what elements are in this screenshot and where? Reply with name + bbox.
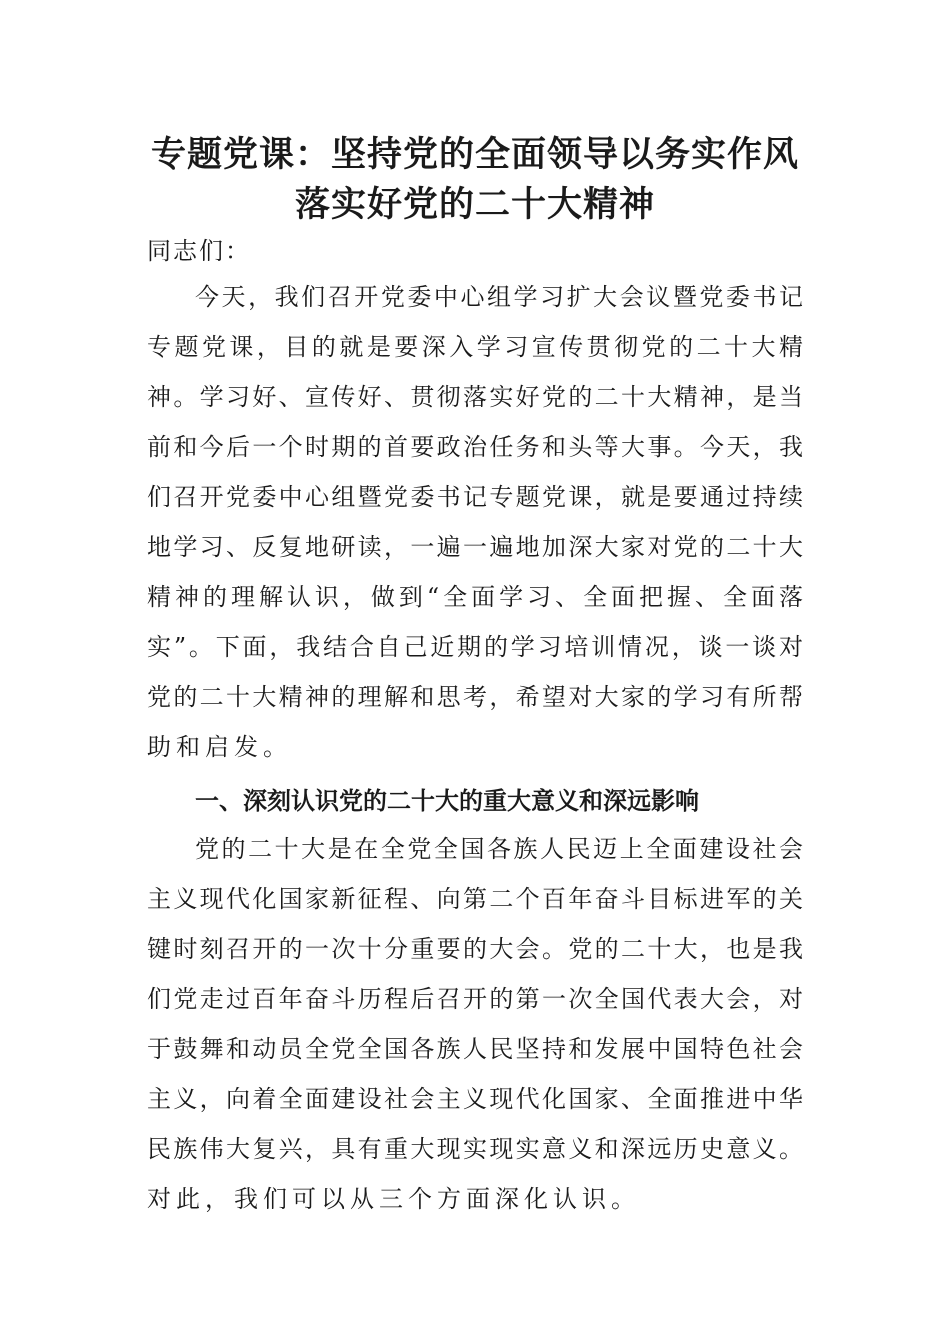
paragraph-1-line: 实”。下面，我结合自己近期的学习培训情况，谈一谈对: [147, 633, 803, 661]
paragraph-2-line: 们党走过百年奋斗历程后召开的第一次全国代表大会，对: [147, 985, 803, 1013]
paragraph-1-line: 地学习、反复地研读，一遍一遍地加深大家对党的二十大: [147, 533, 803, 561]
document-title-line-1: 专题党课：坚持党的全面领导以务实作风: [150, 135, 799, 175]
paragraph-2-line: 主义现代化国家新征程、向第二个百年奋斗目标进军的关: [147, 885, 803, 913]
paragraph-2-line: 于鼓舞和动员全党全国各族人民坚持和发展中国特色社会: [147, 1035, 803, 1063]
paragraph-2-line: 键时刻召开的一次十分重要的大会。党的二十大，也是我: [147, 935, 803, 963]
paragraph-1-line: 神。学习好、宣传好、贯彻落实好党的二十大精神，是当: [147, 383, 803, 411]
paragraph-1-line: 们召开党委中心组暨党委书记专题党课，就是要通过持续: [147, 483, 803, 511]
paragraph-1-line: 助和启发。: [147, 733, 292, 761]
paragraph-2-line: 主义，向着全面建设社会主义现代化国家、全面推进中华: [147, 1085, 803, 1113]
paragraph-1-line: 党的二十大精神的理解和思考，希望对大家的学习有所帮: [147, 683, 803, 711]
document-title-line-2: 落实好党的二十大精神: [294, 185, 655, 225]
paragraph-1-line: 今天，我们召开党委中心组学习扩大会议暨党委书记: [195, 283, 803, 311]
salutation: 同志们：: [147, 237, 251, 265]
paragraph-2-line: 党的二十大是在全党全国各族人民迈上全面建设社会: [195, 835, 803, 863]
paragraph-1-line: 前和今后一个时期的首要政治任务和头等大事。今天，我: [147, 433, 803, 461]
paragraph-2-line: 民族伟大复兴，具有重大现实现实意义和深远历史意义。: [147, 1135, 803, 1163]
paragraph-2-line: 对此，我们可以从三个方面深化认识。: [147, 1185, 640, 1213]
paragraph-1-line: 专题党课，目的就是要深入学习宣传贯彻党的二十大精: [147, 333, 803, 361]
paragraph-1-line: 精神的理解认识，做到“全面学习、全面把握、全面落: [147, 583, 803, 611]
section-1-heading: 一、深刻认识党的二十大的重大意义和深远影响: [195, 787, 699, 815]
